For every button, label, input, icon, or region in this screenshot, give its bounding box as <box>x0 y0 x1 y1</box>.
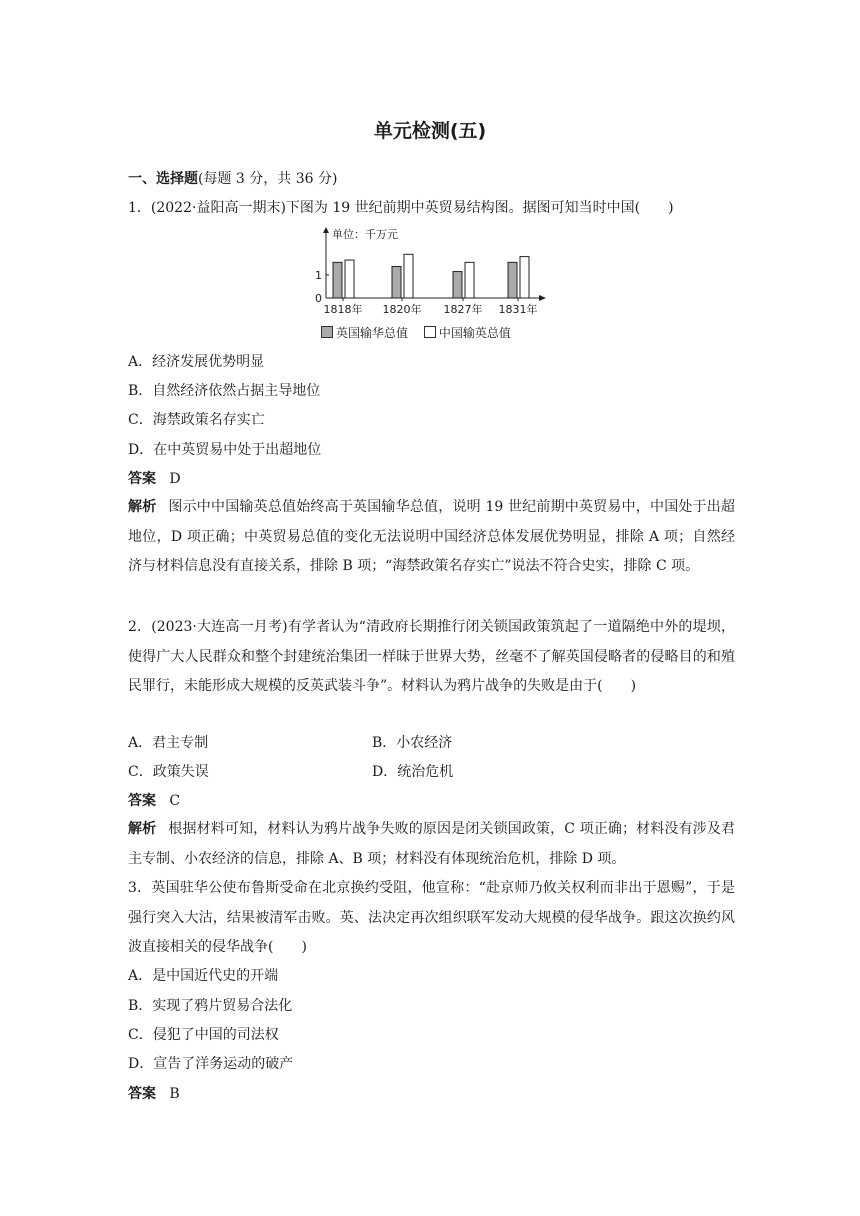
x-tick-label: 1827年 <box>443 303 483 316</box>
legend-label-britain: 英国输华总值 <box>336 326 409 340</box>
section-note: (每题 3 分，共 36 分) <box>198 171 338 187</box>
legend-swatch-britain <box>321 326 333 338</box>
bar-britain <box>392 266 401 298</box>
q1-analysis <box>128 493 735 582</box>
q1-option-a: A．经济发展优势明显 <box>128 354 265 370</box>
y-tick-label: 1 <box>315 269 322 282</box>
bar-china <box>465 262 474 298</box>
y-tick-label: 0 <box>315 292 322 305</box>
legend-swatch-china <box>424 326 436 338</box>
q1-analysis-label: 解析 <box>128 499 157 515</box>
trade-bar-chart <box>308 226 558 321</box>
q3-stem: 3．英国驻华公使布鲁斯受命在北京换约受阻，他宣称：“赴京师乃攸关权利而非出于恩赐”，于是强行突入大沽，结果被清军击败。英、法决定再次组织联军发动大规模的侵华战争。跟这次换约风波直接相关的侵华战争( ) <box>128 880 735 955</box>
section-heading: 一、选择题 <box>128 171 198 187</box>
q3-answer-label: 答案 <box>128 1086 156 1102</box>
q1-option-c: C．海禁政策名存实亡 <box>128 412 265 428</box>
q3-answer-value: B <box>169 1086 180 1102</box>
q2-stem: 2．(2023·大连高一月考)有学者认为“清政府长期推行闭关锁国政策筑起了一道隔绝中外的堤坝，使得广大人民群众和整个封建统治集团一样昧于世界大势，丝毫不了解英国侵略者的侵略目的和殖民罪行，未能形成大规模的反英武装斗争”。材料认为鸦片战争的失败是由于( ) <box>128 619 735 694</box>
section-header <box>128 169 337 189</box>
chart-legend <box>321 324 511 341</box>
q2-option-b: B．小农经济 <box>372 735 453 751</box>
q2-analysis-text: 根据材料可知，材料认为鸦片战争失败的原因是闭关锁国政策，C 项正确；材料没有涉及君主专制、小农经济的信息，排除 A、B 项；材料没有体现统治危机，排除 D 项。 <box>128 821 736 867</box>
bar-britain <box>508 262 517 298</box>
q3-option-a: A．是中国近代史的开端 <box>128 968 279 984</box>
x-tick-label: 1831年 <box>498 303 538 316</box>
bar-britain <box>333 262 342 298</box>
q1-option-d: D．在中英贸易中处于出超地位 <box>128 442 322 458</box>
bar-britain <box>453 272 462 298</box>
q3-option-d: D．宣告了洋务运动的破产 <box>128 1056 294 1072</box>
q2-option-d: D．统治危机 <box>372 764 454 780</box>
q2-analysis <box>128 815 735 874</box>
chart-unit-label: 单位：千万元 <box>332 228 398 241</box>
q1-analysis-text: 图示中中国输英总值始终高于英国输华总值，说明 19 世纪前期中英贸易中，中国处于出超地位，D 项正确；中英贸易总值的变化无法说明中国经济总体发展优势明显，排除 A 项；自然经济与材料信息没有直接关系，排除 B 项；“海禁政策名存实亡”说法不符合史实，排除 C 项。 <box>128 499 735 574</box>
q2-answer-value: C <box>169 793 181 809</box>
q2-option-a: A．君主专制 <box>128 735 209 751</box>
bar-china <box>520 257 529 298</box>
x-tick-label: 1818年 <box>323 303 363 316</box>
x-axis-arrow <box>539 295 546 301</box>
q1-answer-label: 答案 <box>128 471 156 487</box>
q3-option-b: B．实现了鸦片贸易合法化 <box>128 998 293 1014</box>
q2-option-c: C．政策失误 <box>128 764 209 780</box>
legend-label-china: 中国输英总值 <box>438 326 511 340</box>
q1-stem: 1．(2022·益阳高一期末)下图为 19 世纪前期中英贸易结构图。据图可知当时中国( ) <box>128 200 674 216</box>
x-tick-label: 1820年 <box>382 303 422 316</box>
q3-option-c: C．侵犯了中国的司法权 <box>128 1027 279 1043</box>
q3-answer <box>128 1084 180 1104</box>
q1-option-b: B．自然经济依然占据主导地位 <box>128 383 321 399</box>
q2-answer <box>128 791 180 811</box>
page-title: 单元检测(五) <box>373 120 487 142</box>
q1-answer-value: D <box>169 471 181 487</box>
q1-answer <box>128 469 181 489</box>
y-axis-arrow <box>323 227 329 233</box>
q2-answer-label: 答案 <box>128 793 156 809</box>
q2-analysis-label: 解析 <box>128 821 157 837</box>
bar-china <box>404 254 413 298</box>
bar-china <box>345 260 354 298</box>
